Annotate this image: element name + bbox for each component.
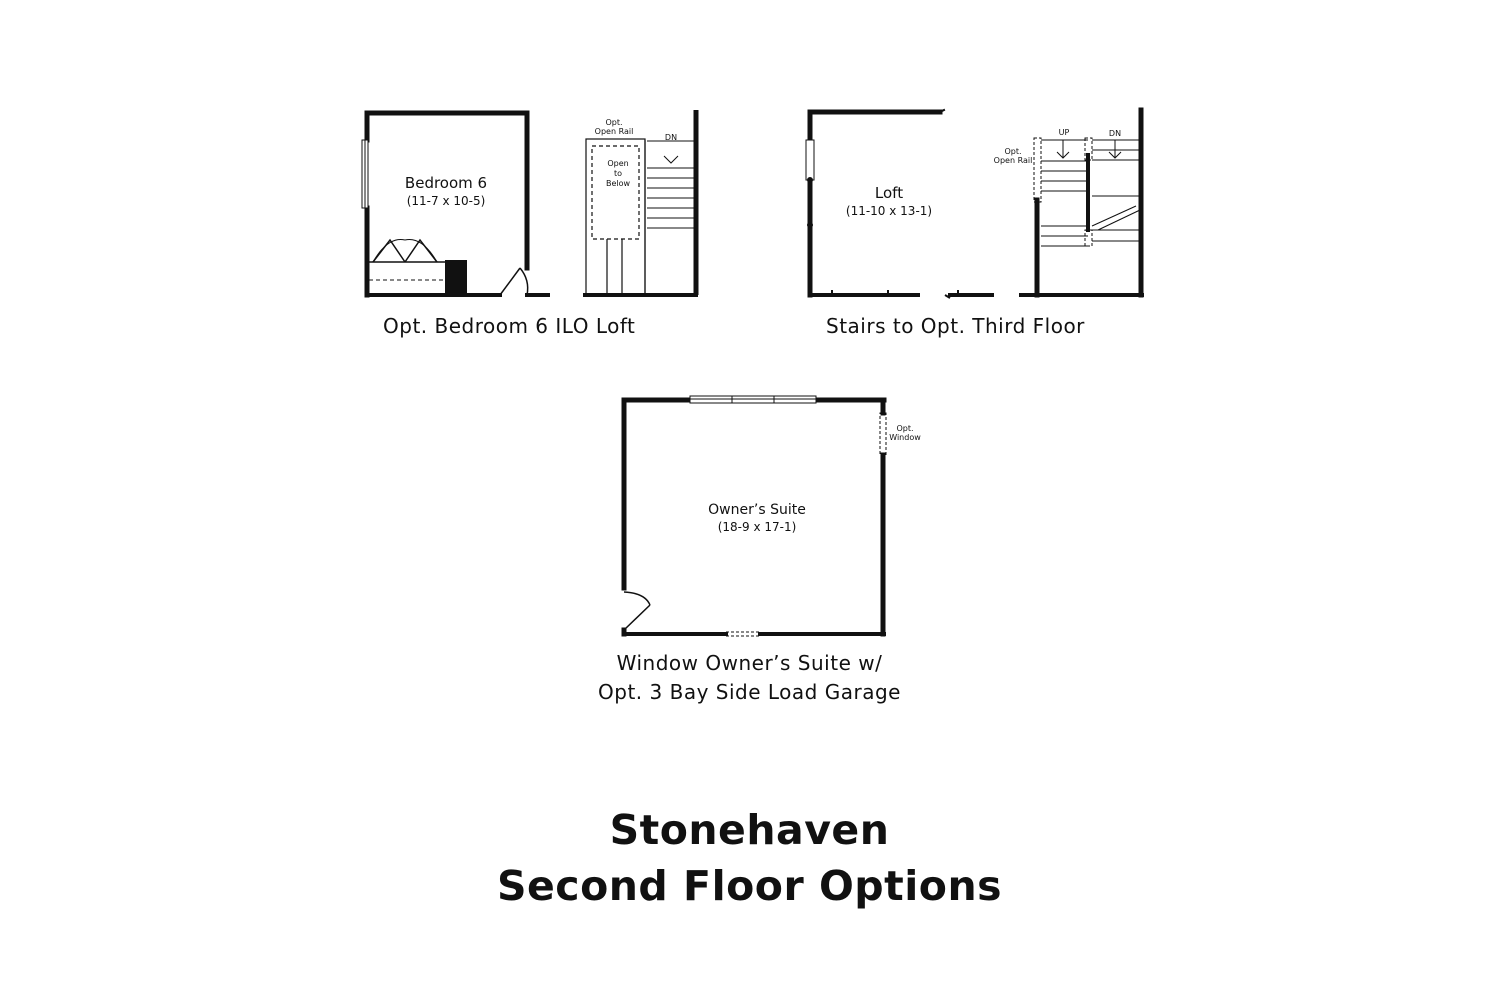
- open-to-below-line3: Below: [605, 179, 631, 188]
- owners-suite-bottom-opening: [726, 632, 760, 636]
- owners-suite-opt-window: [880, 413, 886, 455]
- third-floor-stairs-plan: [806, 110, 1142, 298]
- owners-suite-caption-line2: Opt. 3 Bay Side Load Garage: [598, 680, 901, 704]
- owners-suite-door: [624, 592, 650, 630]
- bedroom6-door: [500, 268, 528, 295]
- loft-room-dims: (11-10 x 13-1): [845, 204, 933, 218]
- owners-suite-top-windows: [690, 396, 816, 403]
- loft-room-name: Loft: [874, 184, 904, 202]
- open-to-below-line2: to: [613, 169, 623, 178]
- owners-suite-caption-line1: Window Owner’s Suite w/: [616, 651, 883, 675]
- owners-suite-plan: [624, 396, 921, 636]
- third-floor-dn-label: DN: [1108, 129, 1122, 138]
- bedroom6-room-dims: (11-7 x 10-5): [406, 194, 486, 208]
- bedroom6-stair-dn-label: DN: [664, 133, 678, 142]
- page-title-line1: Stonehaven: [609, 806, 890, 854]
- opt-window-label-line1: Opt.: [896, 424, 914, 433]
- opt-window-label-line2: Window: [889, 433, 921, 442]
- third-floor-stairs-caption: Stairs to Opt. Third Floor: [826, 314, 1085, 338]
- bedroom6-rail-label-line1: Opt.: [605, 118, 623, 127]
- third-floor-rail-label-line1: Opt.: [1004, 147, 1022, 156]
- owners-suite-room-name: Owner’s Suite: [708, 502, 806, 518]
- page-title-line2: Second Floor Options: [496, 862, 1003, 910]
- loft-wall-openings: [806, 140, 958, 298]
- owners-suite-room-dims: (18-9 x 17-1): [717, 520, 797, 534]
- bedroom6-plan: [362, 110, 698, 295]
- bedroom6-stair-area: [583, 110, 698, 295]
- bedroom6-rail-label-line2: Open Rail: [594, 127, 634, 136]
- bedroom6-closet: [369, 239, 467, 295]
- bedroom6-room-name: Bedroom 6: [404, 174, 488, 192]
- bedroom6-caption: Opt. Bedroom 6 ILO Loft: [383, 314, 636, 338]
- third-floor-up-label: UP: [1058, 128, 1070, 137]
- open-to-below-line1: Open: [607, 159, 629, 168]
- bedroom6-window: [362, 140, 368, 208]
- third-floor-rail-label-line2: Open Rail: [993, 156, 1033, 165]
